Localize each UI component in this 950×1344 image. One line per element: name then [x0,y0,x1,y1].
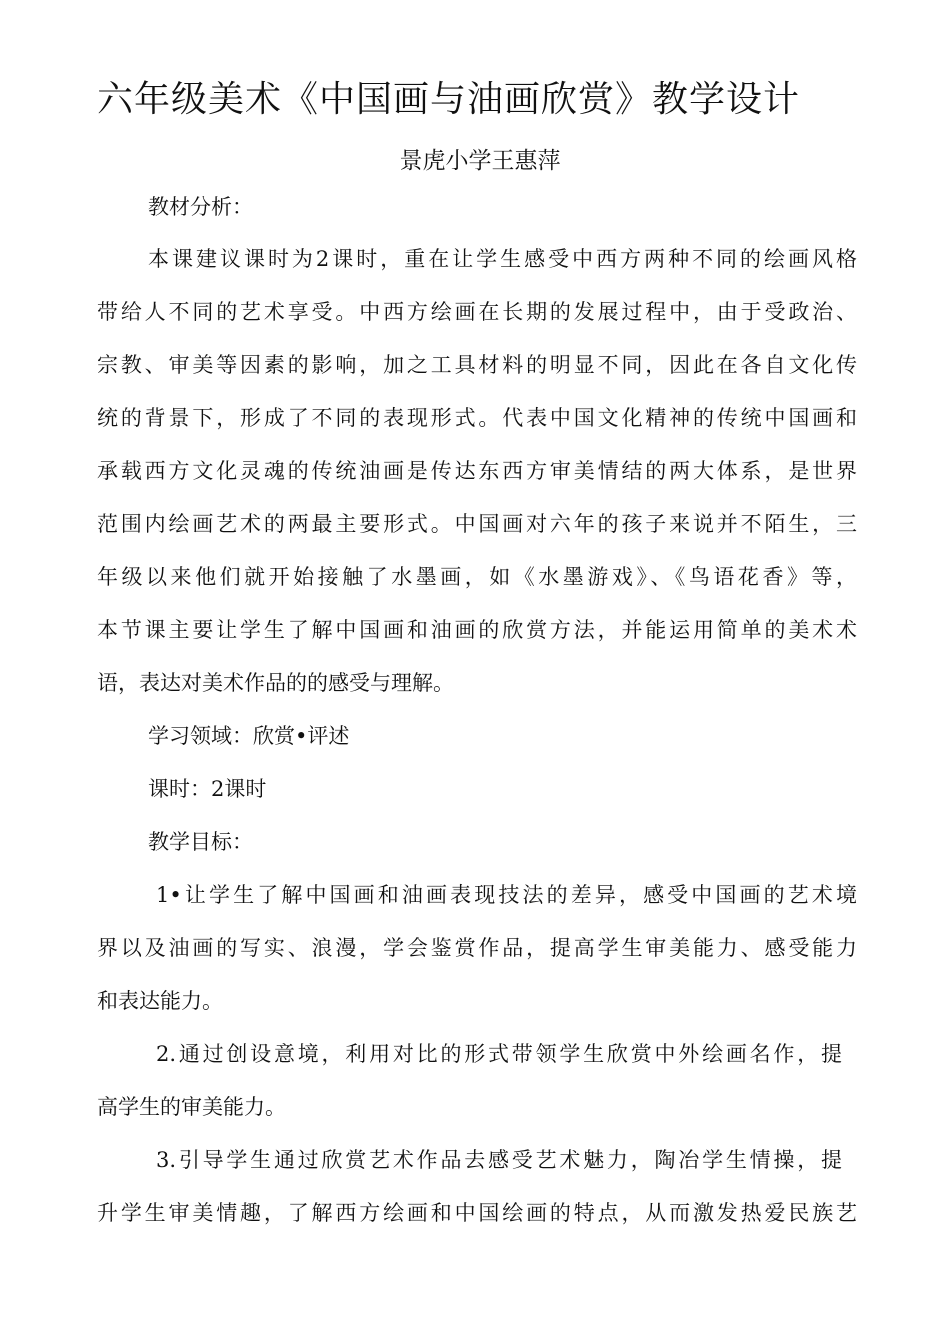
learning-domain-line: 学习领域：欣赏•评述 [148,724,350,748]
objective-3-line-2: 升学生审美情趣，了解西方绘画和中国绘画的特点，从而激发热爱民族艺 [97,1201,857,1225]
analysis-line-1: 本课建议课时为2课时，重在让学生感受中西方两种不同的绘画风格 [148,247,857,271]
objective-3-line-1: 3.引导学生通过欣赏艺术作品去感受艺术魅力，陶冶学生情操，提 [156,1148,842,1172]
class-hours-line: 课时：2课时 [148,777,267,801]
objectives-heading: 教学目标： [148,830,253,854]
analysis-line-2: 带给人不同的艺术享受。中西方绘画在长期的发展过程中，由于受政治、 [97,300,857,324]
analysis-line-4: 统的背景下，形成了不同的表现形式。代表中国文化精神的传统中国画和 [97,406,857,430]
objective-2-line-2: 高学生的审美能力。 [97,1095,286,1119]
objective-2-line-1: 2.通过创设意境，利用对比的形式带领学生欣赏中外绘画名作，提 [156,1042,842,1066]
analysis-line-6: 范围内绘画艺术的两最主要形式。中国画对六年的孩子来说并不陌生，三 [97,512,857,536]
document-title: 六年级美术《中国画与油画欣赏》教学设计 [97,79,801,120]
analysis-line-5: 承载西方文化灵魂的传统油画是传达东西方审美情结的两大体系，是世界 [97,459,857,483]
analysis-line-7: 年级以来他们就开始接触了水墨画，如《水墨游戏》、《鸟语花香》等， [97,565,857,589]
author-line: 景虎小学王惠萍 [399,148,561,174]
objective-1-line-3: 和表达能力。 [97,989,223,1013]
analysis-heading: 教材分析： [148,195,253,219]
objective-1-line-2: 界以及油画的写实、浪漫，学会鉴赏作品，提高学生审美能力、感受能力 [97,936,857,960]
objective-1-line-1: 1•让学生了解中国画和油画表现技法的差异，感受中国画的艺术境 [156,883,857,907]
analysis-line-3: 宗教、审美等因素的影响，加之工具材料的明显不同，因此在各自文化传 [97,353,857,377]
analysis-line-9: 语，表达对美术作品的的感受与理解。 [97,671,454,695]
analysis-line-8: 本节课主要让学生了解中国画和油画的欣赏方法，并能运用简单的美术术 [97,618,857,642]
